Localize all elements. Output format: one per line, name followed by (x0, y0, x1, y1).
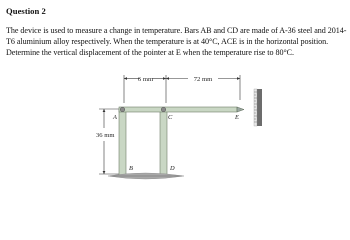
measurement-scale (254, 89, 262, 126)
ce-length-label: 72 mm (193, 76, 213, 83)
bar-cd (160, 109, 167, 175)
bar-height-label: 36 mm (96, 132, 115, 139)
bar-ab (119, 109, 126, 175)
pin-c (161, 107, 166, 112)
problem-text-line-1: The device is used to measure a change in temperature. Bars AB and CD are made of A-36 steel and 2014- (6, 26, 347, 35)
point-a-label: A (113, 114, 117, 121)
point-d-label: D (170, 165, 175, 172)
pin-a (120, 107, 125, 112)
ac-spacing-dimension (124, 75, 166, 103)
point-b-label: B (129, 165, 133, 172)
pointer-ace (119, 107, 237, 112)
problem-text-line-3: Determine the vertical displacement of the pointer at E when the temperature rise to 80°C. (6, 48, 294, 57)
ac-spacing-label: 6 mm (137, 76, 154, 83)
question-title: Question 2 (6, 6, 46, 16)
pointer-tip (237, 107, 244, 112)
problem-text-line-2: T6 aluminium alloy respectively. When the temperature is at 40°C, ACE is in the horizontal position. (6, 37, 329, 46)
point-c-label: C (168, 114, 173, 121)
point-e-label: E (235, 114, 239, 121)
ce-length-dimension (166, 75, 240, 100)
